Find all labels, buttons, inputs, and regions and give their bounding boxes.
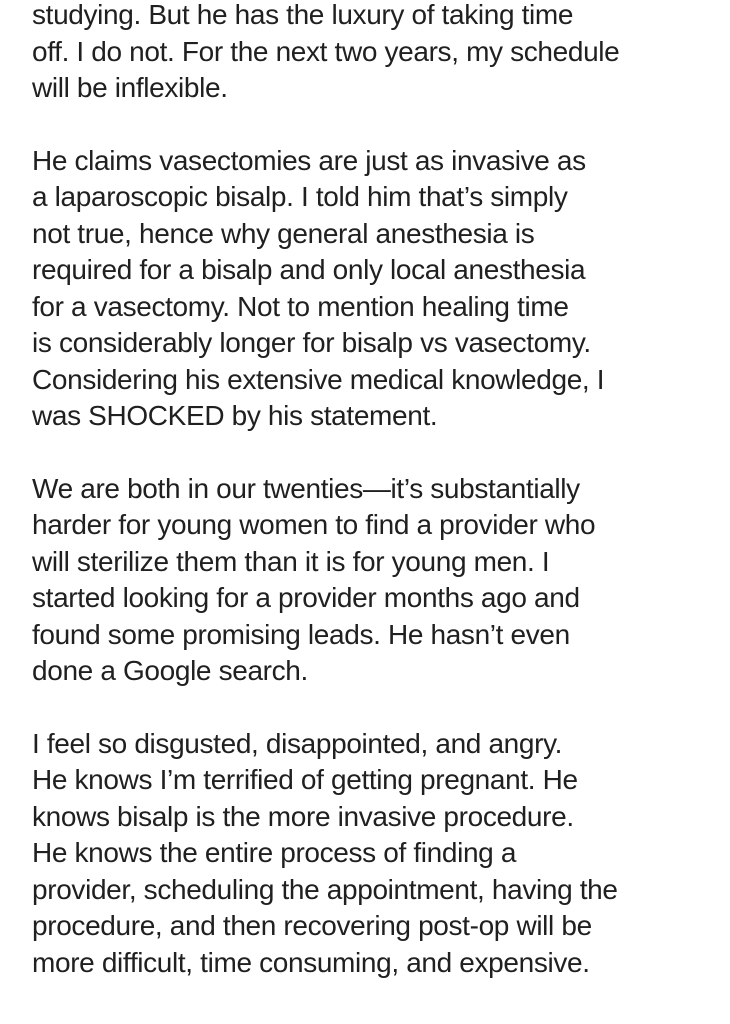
paragraph-vasectomy-claim	[32, 143, 722, 435]
paragraph-gap	[32, 107, 722, 143]
paragraph-gap	[32, 435, 722, 471]
text-line: studying. But he has the luxury of taking time	[32, 0, 574, 30]
text-line: procedure, and then recovering post-op will be	[32, 910, 592, 941]
paragraph-schedule	[32, 0, 722, 107]
text-line: He claims vasectomies are just as invasive as	[32, 144, 586, 176]
paragraph-twenties	[32, 471, 722, 690]
text-line: found some promising leads. He hasn’t even	[32, 618, 570, 650]
text-line: will sterilize them than it is for young men. I	[32, 545, 550, 577]
text-line: started looking for a provider months ago and	[32, 582, 580, 613]
text-line: I feel so disgusted, disappointed, and angry.	[32, 727, 563, 759]
text-line: was SHOCKED by his statement.	[32, 400, 438, 431]
text-line: He knows I’m terrified of getting pregnant. He	[32, 764, 578, 795]
text-line: harder for young women to find a provider who	[32, 509, 596, 540]
text-line: We are both in our twenties—it’s substantially	[32, 472, 580, 504]
paragraph-feelings	[32, 726, 722, 982]
text-line: off. I do not. For the next two years, my schedule	[32, 35, 620, 67]
text-line: required for a bisalp and only local anesthesia	[32, 254, 586, 285]
text-line: done a Google search.	[32, 655, 308, 686]
text-line: will be inflexible.	[32, 72, 228, 103]
text-line: not true, hence why general anesthesia is	[32, 217, 535, 249]
text-line: is considerably longer for bisalp vs vasectomy.	[32, 327, 591, 358]
text-line: for a vasectomy. Not to mention healing time	[32, 290, 569, 322]
text-line: He knows the entire process of finding a	[32, 837, 517, 868]
text-line: more difficult, time consuming, and expensive.	[32, 946, 590, 978]
text-line: Considering his extensive medical knowledge, I	[32, 363, 605, 395]
post-body	[32, 0, 722, 981]
paragraph-gap	[32, 690, 722, 726]
text-line: a laparoscopic bisalp. I told him that’s simply	[32, 181, 568, 212]
text-line: provider, scheduling the appointment, having the	[32, 873, 618, 905]
text-line: knows bisalp is the more invasive procedure.	[32, 800, 574, 832]
